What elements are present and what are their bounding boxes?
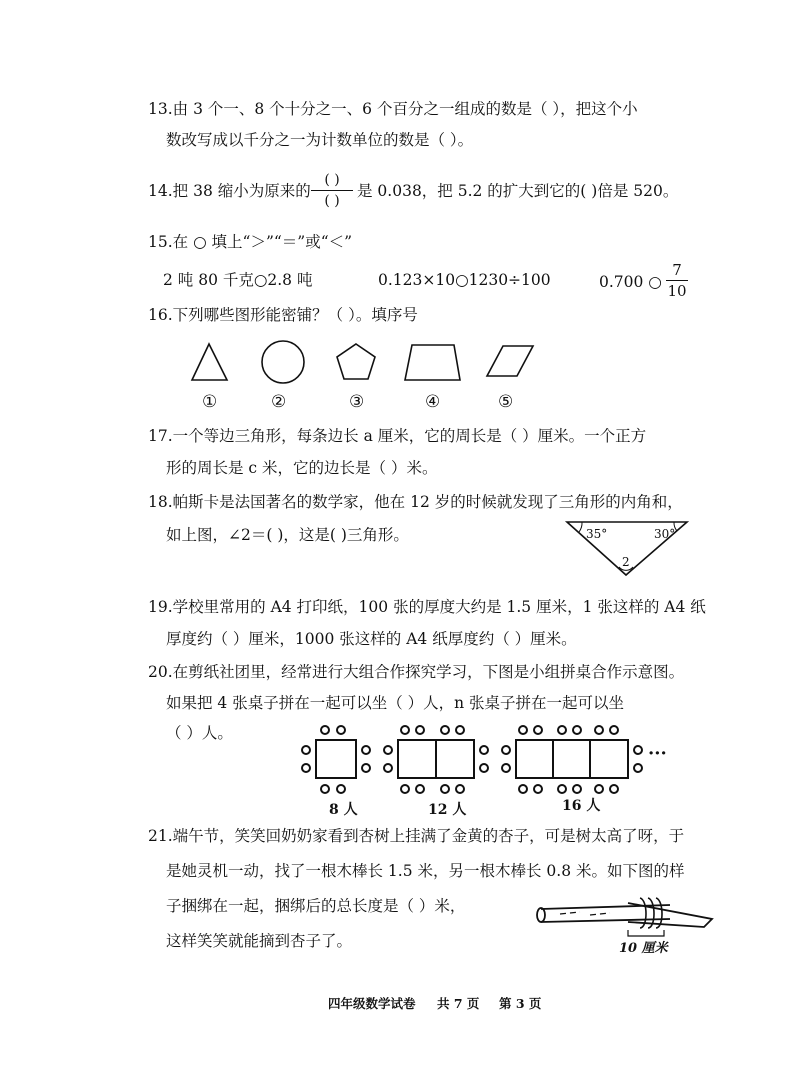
q13-line2: 数改写成以千分之一为计数单位的数是（ ）。 bbox=[166, 131, 474, 149]
q18-angle-bottom: 2 bbox=[622, 555, 630, 569]
q15-item3: 0.700 ○ bbox=[599, 273, 662, 291]
q15-title: 15.在 ○ 填上“＞”“＝”或“＜” bbox=[148, 233, 353, 251]
label-2: ② bbox=[271, 392, 287, 412]
q18-angle-left: 35° bbox=[586, 527, 608, 541]
label-5: ⑤ bbox=[498, 392, 514, 412]
footer-page: 第 3 页 bbox=[499, 996, 542, 1011]
q15-frac-num: 7 bbox=[672, 261, 682, 279]
q20-line3: （ ）人。 bbox=[166, 724, 233, 742]
q15-item2: 0.123×10○1230÷100 bbox=[378, 271, 551, 289]
label-1: ① bbox=[202, 392, 218, 412]
q14-frac-top: ( ) bbox=[324, 172, 340, 188]
q19-line2: 厚度约（ ）厘米，1000 张这样的 A4 纸厚度约（ ）厘米。 bbox=[166, 630, 577, 648]
q20-caption-12: 12 人 bbox=[428, 802, 467, 818]
q20-caption-8: 8 人 bbox=[329, 802, 358, 818]
q21-line4: 这样笑笑就能摘到杏子了。 bbox=[166, 932, 353, 950]
q13-line1: 13.由 3 个一、8 个十分之一、6 个百分之一组成的数是（ ），把这个小 bbox=[148, 100, 638, 118]
footer-title: 四年级数学试卷 bbox=[328, 996, 416, 1011]
label-4: ④ bbox=[425, 392, 441, 412]
q20-ellipsis: ··· bbox=[648, 743, 667, 764]
q17-line1: 17.一个等边三角形，每条边长 a 厘米，它的周长是（ ）厘米。一个正方 bbox=[148, 427, 647, 445]
q14-part1: 14.把 38 缩小为原来的 bbox=[148, 182, 311, 200]
q19-line1: 19.学校里常用的 A4 打印纸，100 张的厚度大约是 1.5 厘米，1 张这样的 A4 纸 bbox=[148, 598, 706, 616]
q14-part2: 是 0.038，把 5.2 的扩大到它的( )倍是 520。 bbox=[357, 182, 679, 200]
q17-line2: 形的周长是 c 米，它的边长是（ ）米。 bbox=[166, 459, 438, 477]
label-3: ③ bbox=[349, 392, 365, 412]
q14-frac-bottom: ( ) bbox=[324, 193, 340, 209]
q18-angle-right: 30° bbox=[654, 527, 676, 541]
q18-line1: 18.帕斯卡是法国著名的数学家，他在 12 岁的时候就发现了三角形的内角和， bbox=[148, 493, 683, 511]
q21-line1: 21.端午节，笑笑回奶奶家看到杏树上挂满了金黄的杏子，可是树太高了呀，于 bbox=[148, 827, 685, 845]
q21-line3: 子捆绑在一起，捆绑后的总长度是（ ）米， bbox=[166, 897, 466, 915]
q20-caption-16: 16 人 bbox=[562, 798, 601, 814]
q15-frac-den: 10 bbox=[667, 282, 687, 300]
footer-total: 共 7 页 bbox=[437, 996, 480, 1011]
q18-line2: 如上图，∠2＝( )，这是( )三角形。 bbox=[166, 526, 409, 544]
q21-line2: 是她灵机一动，找了一根木棒长 1.5 米，另一根木棒长 0.8 米。如下图的样 bbox=[166, 862, 685, 880]
q20-line1: 20.在剪纸社团里，经常进行大组合作探究学习，下图是小组拼桌合作示意图。 bbox=[148, 663, 685, 681]
q15-item1: 2 吨 80 千克○2.8 吨 bbox=[163, 271, 313, 289]
q16-text: 16.下列哪些图形能密铺？（ ）。填序号 bbox=[148, 306, 418, 324]
q20-line2: 如果把 4 张桌子拼在一起可以坐（ ）人，n 张桌子拼在一起可以坐 bbox=[166, 694, 625, 712]
q21-overlap-label: 10 厘米 bbox=[619, 941, 668, 956]
